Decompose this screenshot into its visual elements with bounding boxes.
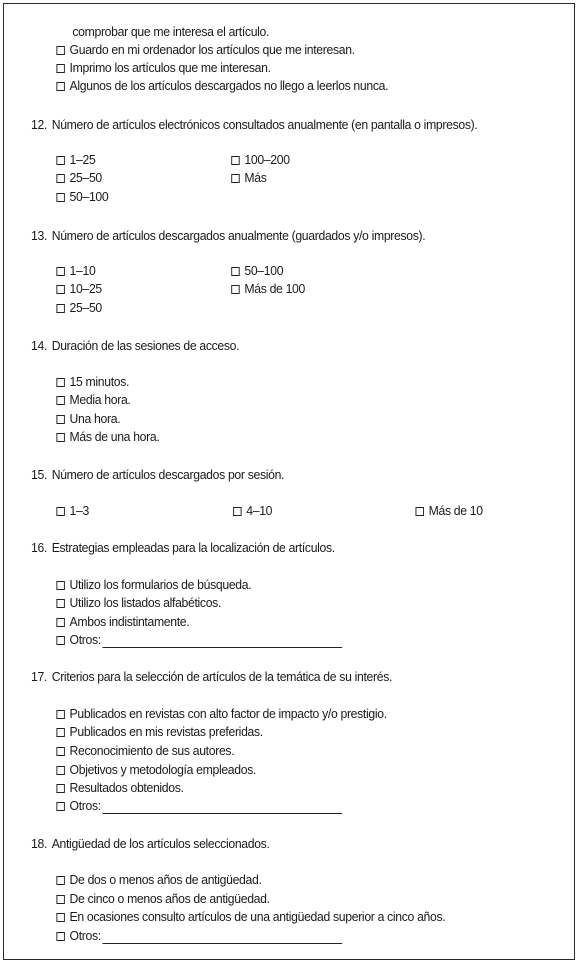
checkbox-option[interactable]: Imprimo los artículos que me interesan.	[56, 60, 270, 76]
checkbox-option[interactable]: 1–10	[56, 263, 95, 279]
checkbox-icon[interactable]	[56, 193, 64, 202]
question-12: 12. Número de artículos electrónicos consultados anualmente (en pantalla o impresos).	[31, 117, 478, 132]
checkbox-option[interactable]: 4–10	[233, 503, 272, 519]
checkbox-option[interactable]: Una hora.	[56, 411, 120, 427]
checkbox-icon[interactable]	[56, 710, 64, 719]
checkbox-icon[interactable]	[415, 507, 423, 516]
question-18: 18. Antigüedad de los artículos seleccionados.	[31, 836, 270, 851]
checkbox-option[interactable]: Utilizo los formularios de búsqueda.	[56, 577, 251, 593]
checkbox-option[interactable]: Más de 100	[231, 281, 305, 297]
checkbox-option[interactable]: Más de una hora.	[56, 429, 159, 445]
checkbox-icon[interactable]	[56, 728, 64, 737]
checkbox-icon[interactable]	[56, 618, 64, 627]
checkbox-option[interactable]: 50–100	[56, 189, 108, 205]
checkbox-option[interactable]: 10–25	[56, 281, 102, 297]
checkbox-option[interactable]: 1–25	[56, 152, 95, 168]
checkbox-option[interactable]: Resultados obtenidos.	[56, 780, 183, 796]
checkbox-option-other[interactable]: Otros:	[56, 928, 342, 944]
checkbox-option-other[interactable]: Otros:	[56, 632, 342, 648]
checkbox-icon[interactable]	[56, 932, 64, 941]
checkbox-option[interactable]: 1–3	[56, 503, 89, 519]
checkbox-icon[interactable]	[56, 64, 64, 73]
checkbox-icon[interactable]	[56, 174, 64, 183]
checkbox-option[interactable]: Ambos indistintamente.	[56, 614, 189, 630]
checkbox-option[interactable]: Guardo en mi ordenador los artículos que me interesan.	[56, 42, 354, 58]
intro-continuation: comprobar que me interesa el artículo.	[72, 24, 270, 39]
other-text-field[interactable]	[103, 635, 343, 648]
checkbox-option-other[interactable]: Otros:	[56, 798, 342, 814]
checkbox-icon[interactable]	[231, 267, 239, 276]
checkbox-option[interactable]: De cinco o menos años de antigüedad.	[56, 891, 269, 907]
checkbox-option[interactable]: 25–50	[56, 300, 102, 316]
checkbox-icon[interactable]	[56, 876, 64, 885]
checkbox-option[interactable]: Más de 10	[415, 503, 482, 519]
question-15: 15. Número de artículos descargados por sesión.	[31, 467, 285, 482]
checkbox-icon[interactable]	[56, 507, 64, 516]
checkbox-option[interactable]: Media hora.	[56, 392, 130, 408]
checkbox-icon[interactable]	[56, 304, 64, 313]
checkbox-option[interactable]: 25–50	[56, 170, 102, 186]
checkbox-icon[interactable]	[56, 599, 64, 608]
checkbox-icon[interactable]	[56, 378, 64, 387]
checkbox-icon[interactable]	[56, 895, 64, 904]
checkbox-icon[interactable]	[56, 433, 64, 442]
checkbox-option[interactable]: De dos o menos años de antigüedad.	[56, 872, 261, 888]
checkbox-icon[interactable]	[56, 82, 64, 91]
checkbox-icon[interactable]	[56, 396, 64, 405]
checkbox-icon[interactable]	[56, 913, 64, 922]
checkbox-icon[interactable]	[56, 415, 64, 424]
checkbox-option[interactable]: Algunos de los artículos descargados no llego a leerlos nunca.	[56, 78, 388, 94]
question-17: 17. Criterios para la selección de artículos de la temática de su interés.	[31, 669, 393, 684]
checkbox-icon[interactable]	[56, 156, 64, 165]
checkbox-option[interactable]: Más	[231, 170, 266, 186]
checkbox-option[interactable]: 100–200	[231, 152, 289, 168]
checkbox-icon[interactable]	[231, 285, 239, 294]
checkbox-icon[interactable]	[56, 581, 64, 590]
checkbox-icon[interactable]	[56, 766, 64, 775]
other-text-field[interactable]	[103, 931, 343, 944]
checkbox-option[interactable]: Publicados en mis revistas preferidas.	[56, 724, 262, 740]
checkbox-icon[interactable]	[56, 636, 64, 645]
other-text-field[interactable]	[103, 801, 343, 814]
checkbox-icon[interactable]	[56, 46, 64, 55]
question-14: 14. Duración de las sesiones de acceso.	[31, 338, 240, 353]
checkbox-option[interactable]: Utilizo los listados alfabéticos.	[56, 595, 221, 611]
checkbox-icon[interactable]	[56, 285, 64, 294]
checkbox-icon[interactable]	[231, 174, 239, 183]
checkbox-icon[interactable]	[56, 747, 64, 756]
checkbox-option[interactable]: 15 minutos.	[56, 374, 129, 390]
checkbox-icon[interactable]	[231, 156, 239, 165]
checkbox-option[interactable]: Reconocimiento de sus autores.	[56, 743, 234, 759]
checkbox-option[interactable]: En ocasiones consulto artículos de una antigüedad superior a cinco años.	[56, 909, 445, 925]
checkbox-option[interactable]: Objetivos y metodología empleados.	[56, 762, 256, 778]
checkbox-icon[interactable]	[56, 267, 64, 276]
checkbox-option[interactable]: Publicados en revistas con alto factor de impacto y/o prestigio.	[56, 706, 386, 722]
checkbox-icon[interactable]	[233, 507, 241, 516]
checkbox-icon[interactable]	[56, 784, 64, 793]
question-13: 13. Número de artículos descargados anualmente (guardados y/o impresos).	[31, 228, 426, 243]
checkbox-icon[interactable]	[56, 802, 64, 811]
checkbox-option[interactable]: 50–100	[231, 263, 283, 279]
question-16: 16. Estrategias empleadas para la localización de artículos.	[31, 540, 335, 555]
